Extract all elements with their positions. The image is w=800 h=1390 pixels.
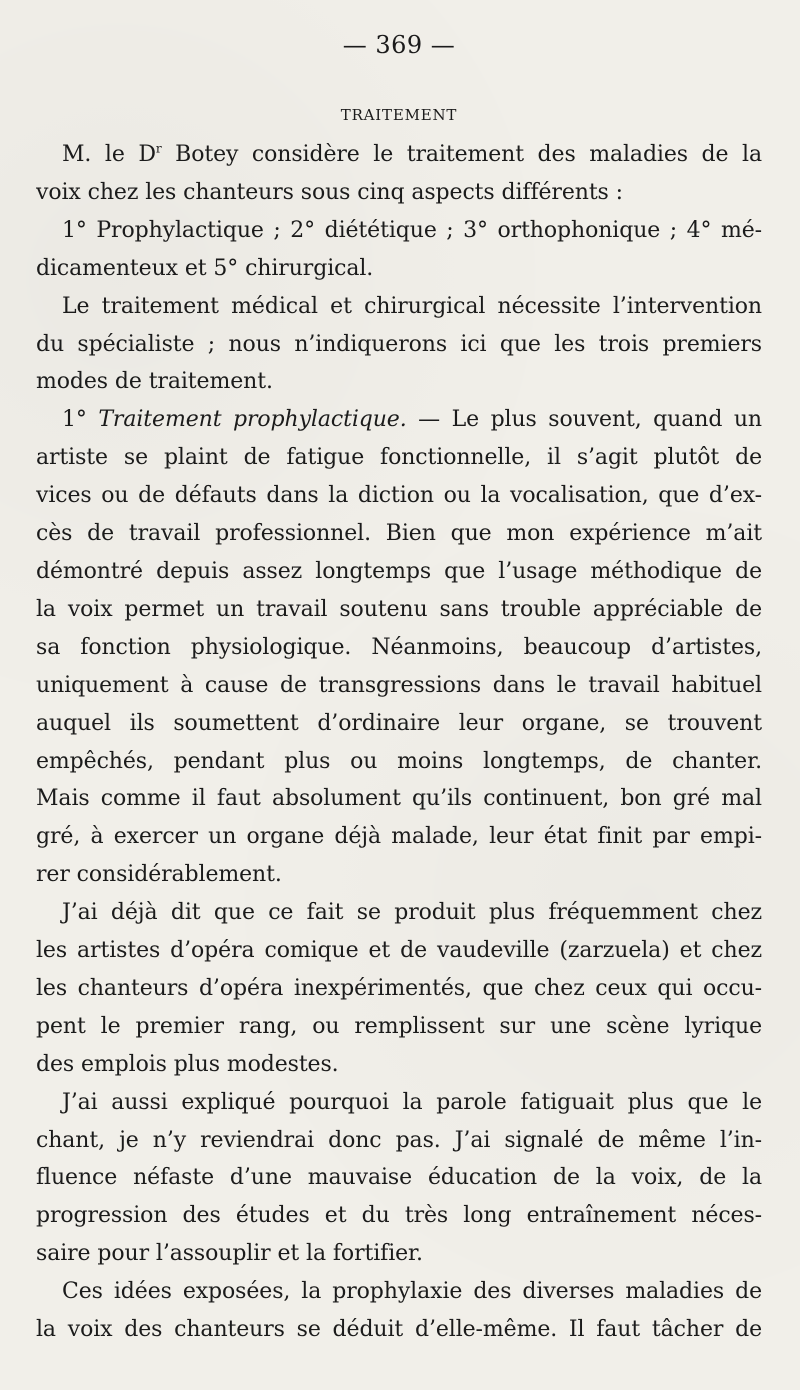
text-line: Mais comme il faut absolument qu’ils continuent, bon gré mal: [36, 786, 762, 812]
text-line: rer considérablement.: [36, 862, 282, 888]
text-line: fluence néfaste d’une mauvaise éducation de la voix, de la: [36, 1165, 762, 1191]
body-text: [36, 136, 762, 1349]
text-line: J’ai déjà dit que ce fait se produit plus fréquemment chez: [62, 900, 762, 926]
text-line: empêchés, pendant plus ou moins longtemps, de chanter.: [36, 748, 762, 774]
text-line: dicamenteux et 5° chirurgical.: [36, 255, 374, 281]
italic-heading: Traitement prophylactique.: [98, 407, 407, 433]
text-line: saire pour l’assouplir et la fortifier.: [36, 1241, 423, 1267]
text-line: vices ou de défauts dans la diction ou la vocalisation, que d’ex-: [36, 483, 762, 509]
text-line: pent le premier rang, ou remplissent sur une scène lyrique: [36, 1013, 762, 1039]
text-line: uniquement à cause de transgressions dans le travail habituel: [36, 672, 762, 698]
text-line: Ces idées exposées, la prophylaxie des diverses maladies de: [62, 1279, 762, 1305]
text-line: progression des études et du très long entraînement néces-: [36, 1203, 762, 1229]
paragraph: [36, 136, 762, 212]
text-line: la voix permet un travail soutenu sans trouble appréciable de: [36, 596, 762, 622]
paragraph: [36, 212, 762, 288]
text-line: J’ai aussi expliqué pourquoi la parole fatiguait plus que le: [62, 1089, 762, 1115]
page-number: — 369 —: [342, 31, 456, 59]
text-line: du spécialiste ; nous n’indiquerons ici que les trois premiers: [36, 331, 762, 357]
paragraph: [36, 1273, 762, 1349]
text-line: cès de travail professionnel. Bien que mon expérience m’ait: [36, 521, 762, 547]
text-line: artiste se plaint de fatigue fonctionnelle, il s’agit plutôt de: [36, 445, 762, 471]
section-title: TRAITEMENT: [340, 106, 458, 124]
text-line: M. le $D^r$ Botey considère le traitement des maladies de la: [62, 141, 762, 167]
text-line: auquel ils soumettent d’ordinaire leur organe, se trouvent: [36, 710, 762, 736]
text-line: chant, je n’y reviendrai donc pas. J’ai signalé de même l’in-: [36, 1127, 762, 1153]
text-line: 1° Traitement prophylactique. — Le plus souvent, quand un: [62, 407, 762, 433]
text-line: 1° Prophylactique ; 2° diététique ; 3° orthophonique ; 4° mé-: [62, 217, 762, 243]
text-line: Le traitement médical et chirurgical nécessite l’intervention: [62, 293, 762, 319]
paragraph: [36, 401, 762, 894]
text-line: les artistes d’opéra comique et de vaudeville (zarzuela) et chez: [36, 938, 762, 964]
text-line: la voix des chanteurs se déduit d’elle-même. Il faut tâcher de: [36, 1317, 762, 1343]
text-line: démontré depuis assez longtemps que l’usage méthodique de: [36, 558, 762, 584]
text-line: sa fonction physiologique. Néanmoins, beaucoup d’artistes,: [36, 634, 762, 660]
superscript: r: [155, 141, 162, 156]
paragraph: [36, 1084, 762, 1274]
text-line: voix chez les chanteurs sous cinq aspects différents :: [36, 179, 623, 205]
paragraph: [36, 288, 762, 402]
text-line: modes de traitement.: [36, 369, 273, 395]
paragraph: [36, 894, 762, 1084]
text-line: gré, à exercer un organe déjà malade, leur état finit par empi-: [36, 824, 762, 850]
text-line: les chanteurs d’opéra inexpérimentés, que chez ceux qui occu-: [36, 975, 762, 1001]
text-line: des emplois plus modestes.: [36, 1051, 339, 1077]
